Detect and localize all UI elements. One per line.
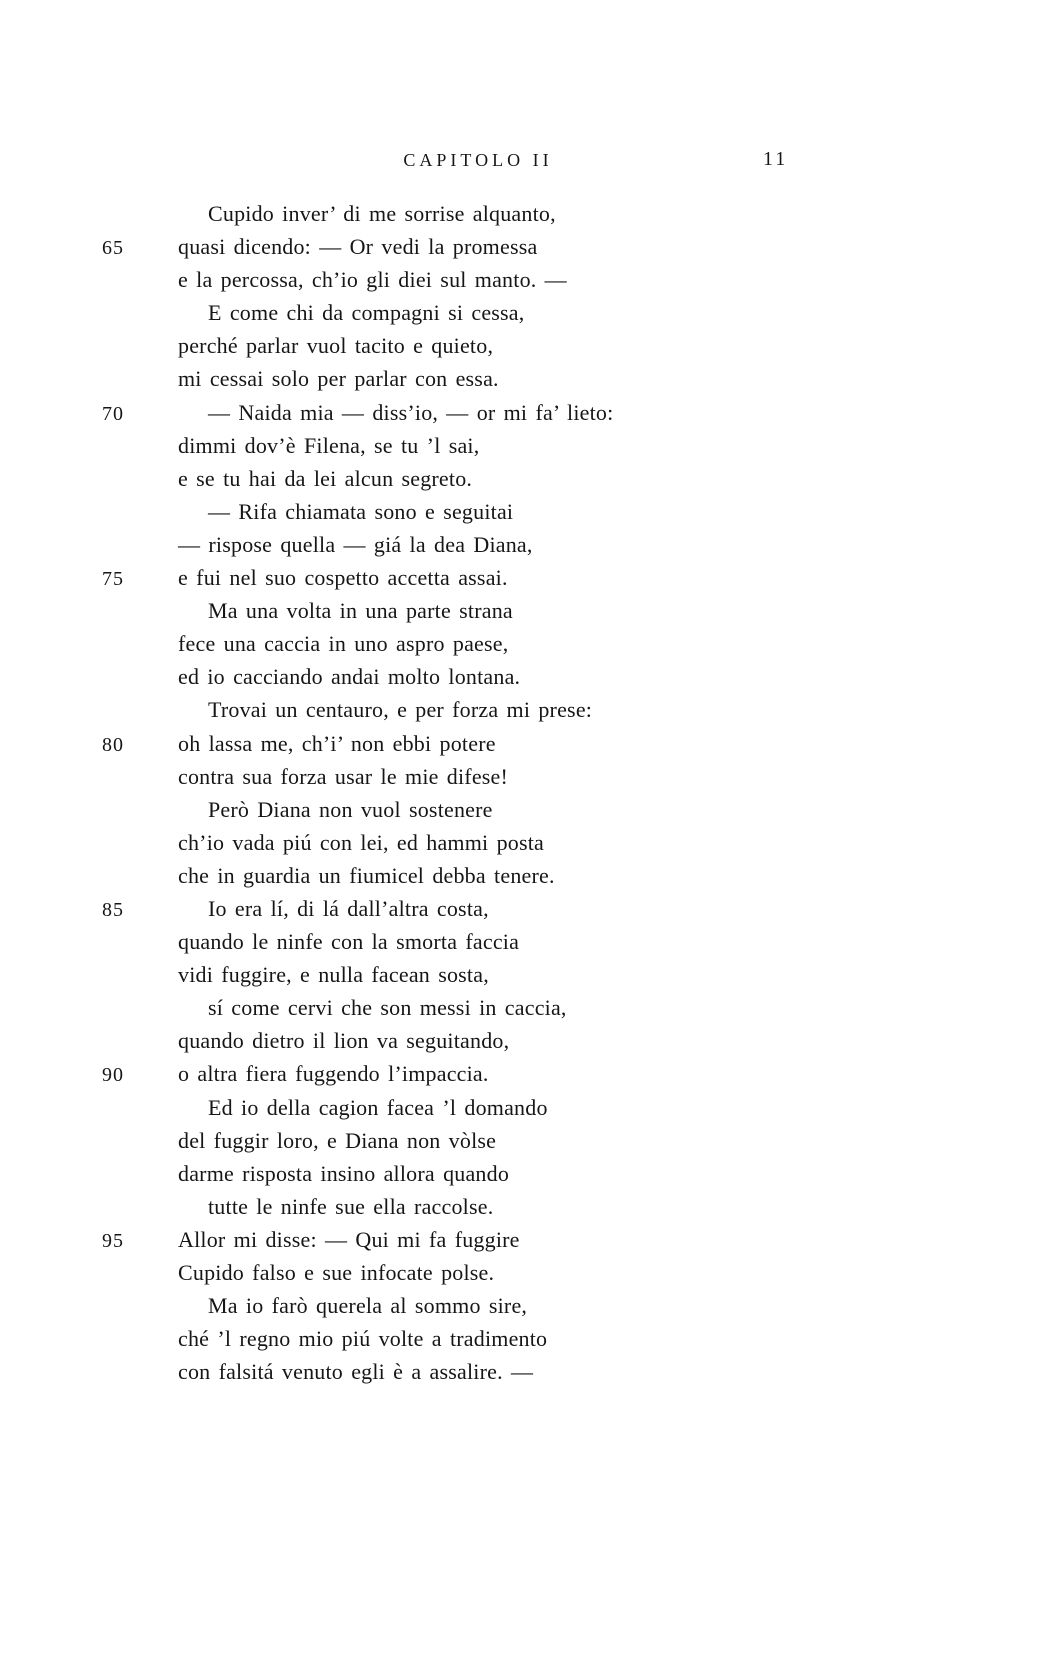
verse-text: che in guardia un fiumicel debba tenere. [178, 862, 555, 888]
chapter-title: CAPITOLO II [403, 150, 553, 170]
verse-text: ed io cacciando andai molto lontana. [178, 664, 521, 690]
poem-line [102, 1057, 862, 1090]
poem [102, 197, 862, 1388]
verse-text: Ma io farò querela al sommo sire, [208, 1293, 528, 1319]
verse-text: ché ’l regno mio piú volte a tradimento [178, 1326, 548, 1352]
verse-text: Cupido inver’ di me sorrise alquanto, [208, 201, 556, 226]
verse-text: Cupido falso e sue infocate polse. [178, 1260, 495, 1285]
poem-line [102, 197, 862, 230]
poem-line [102, 627, 862, 660]
line-number: 70 [102, 402, 124, 425]
verse-text: darme risposta insino allora quando [178, 1160, 510, 1186]
verse-text: tutte le ninfe sue ella raccolse. [208, 1193, 494, 1219]
poem-line [102, 1322, 862, 1355]
poem-line [102, 594, 862, 627]
verse-text: ch’io vada piú con lei, ed hammi posta [178, 829, 545, 855]
poem-line [102, 859, 862, 892]
poem-line [102, 1355, 862, 1388]
verse-text: quasi dicendo: — Or vedi la promessa [178, 234, 538, 260]
verse-text: — rispose quella — giá la dea Diana, [178, 531, 533, 557]
verse-text: — Rifa chiamata sono e seguitai [208, 498, 514, 524]
poem-line [102, 462, 862, 495]
verse-text: sí come cervi che son messi in caccia, [208, 995, 567, 1021]
line-number: 95 [102, 1229, 124, 1252]
poem-line [102, 1157, 862, 1190]
poem-line [102, 263, 862, 296]
poem-line [102, 760, 862, 793]
poem-line [102, 793, 862, 826]
poem-line [102, 925, 862, 958]
running-head [0, 148, 1044, 178]
verse-text: Però Diana non vuol sostenere [208, 796, 493, 822]
poem-line [102, 230, 862, 263]
poem-line [102, 528, 862, 561]
line-number: 65 [102, 237, 124, 260]
page-number: 11 [763, 148, 789, 170]
poem-line [102, 892, 862, 925]
verse-text: Io era lí, di lá dall’altra costa, [208, 895, 489, 921]
poem-line [102, 495, 862, 528]
verse-text: quando dietro il lion va seguitando, [178, 1028, 510, 1054]
poem-line [102, 1190, 862, 1223]
poem-line [102, 396, 862, 429]
verse-text: o altra fiera fuggendo l’impaccia. [178, 1061, 489, 1087]
verse-text: vidi fuggire, e nulla facean sosta, [178, 962, 489, 988]
verse-text: contra sua forza usar le mie difese! [178, 763, 509, 789]
verse-text: e la percossa, ch’io gli diei sul manto. — [178, 267, 567, 293]
verse-text: dimmi dov’è Filena, se tu ’l sai, [178, 432, 480, 458]
verse-text: quando le ninfe con la smorta faccia [178, 929, 520, 955]
verse-text: mi cessai solo per parlar con essa. [178, 366, 499, 392]
poem-line [102, 1256, 862, 1289]
poem-line [102, 991, 862, 1024]
poem-line [102, 727, 862, 760]
poem-line [102, 362, 862, 395]
line-number: 85 [102, 898, 124, 921]
verse-text: del fuggir loro, e Diana non vòlse [178, 1127, 497, 1153]
verse-text: E come chi da compagni si cessa, [208, 300, 525, 326]
poem-line [102, 296, 862, 329]
verse-text: Ed io della cagion facea ’l domando [208, 1094, 548, 1120]
poem-line [102, 329, 862, 362]
poem-line [102, 1223, 862, 1256]
verse-text: Allor mi disse: — Qui mi fa fuggire [178, 1226, 520, 1252]
poem-line [102, 561, 862, 594]
verse-text: — Naida mia — diss’io, — or mi fa’ lieto: [208, 399, 614, 425]
line-number: 75 [102, 568, 124, 591]
verse-text: perché parlar vuol tacito e quieto, [178, 333, 494, 359]
line-number: 90 [102, 1064, 124, 1087]
poem-line [102, 958, 862, 991]
poem-line [102, 660, 862, 693]
poem-line [102, 826, 862, 859]
verse-text: con falsitá venuto egli è a assalire. — [178, 1359, 534, 1385]
poem-line [102, 1289, 862, 1322]
verse-text: oh lassa me, ch’i’ non ebbi potere [178, 730, 496, 756]
verse-text: e fui nel suo cospetto accetta assai. [178, 565, 508, 591]
poem-line [102, 1124, 862, 1157]
poem-line [102, 1024, 862, 1057]
poem-line [102, 693, 862, 726]
verse-text: fece una caccia in uno aspro paese, [178, 631, 509, 657]
poem-line [102, 1091, 862, 1124]
verse-text: Trovai un centauro, e per forza mi prese: [208, 697, 593, 723]
verse-text: e se tu hai da lei alcun segreto. [178, 465, 473, 491]
verse-text: Ma una volta in una parte strana [208, 598, 513, 624]
poem-line [102, 429, 862, 462]
line-number: 80 [102, 733, 124, 756]
